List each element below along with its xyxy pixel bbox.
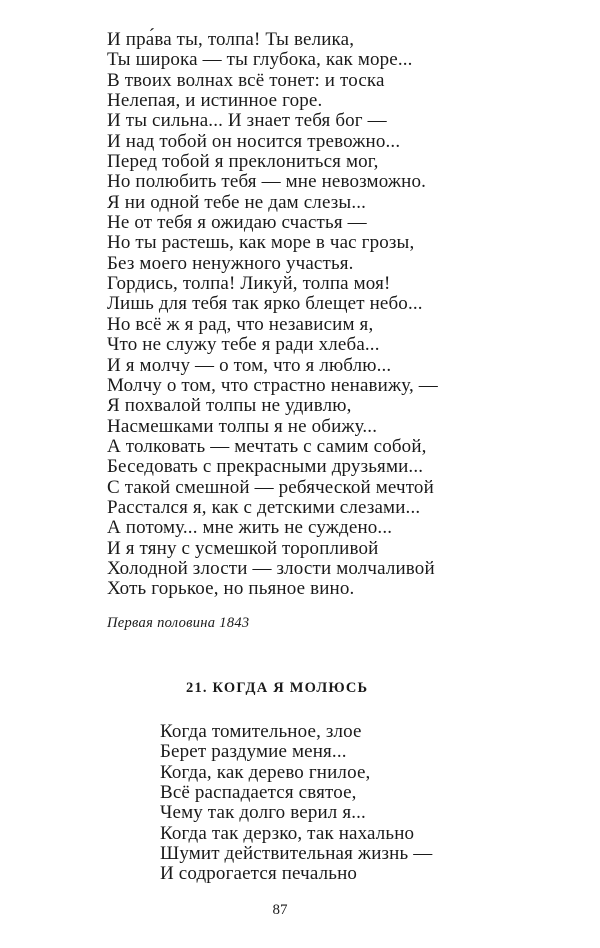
poem-line: И над тобой он носится тревожно... [107,130,401,152]
poem-line: Берет раздумие меня... [160,741,347,763]
poem-heading: 21. КОГДА Я МОЛЮСЬ [186,680,369,696]
poem-line: Хоть горькое, но пьяное вино. [107,578,355,600]
poem-line: Холодной злости — злости молчаливой [107,557,435,579]
poem-text [107,30,438,600]
page-number: 87 [272,902,288,918]
poem-line: Расстался я, как с детскими слезами... [107,496,421,518]
poem-line: И я молчу — о том, что я люблю... [107,354,392,376]
poem-line: И пра́ва ты, толпа! Ты велика, [107,29,355,50]
date-note: Первая половина 1843 [107,615,250,631]
poem-line: Насмешками толпы я не обижу... [107,415,378,437]
poem-line: Шумит действительная жизнь — [160,843,433,865]
poem-line: Я ни одной тебе не дам слезы... [107,191,367,213]
poem-line: Молчу о том, что страстно ненавижу, — [107,374,438,396]
poem-line: Я похвалой толпы не удивлю, [107,395,352,417]
poem-line: Когда, как дерево гнилое, [160,761,371,783]
poem-line: Беседовать с прекрасными друзьями... [107,456,424,478]
poem-line: Всё распадается святое, [160,782,357,804]
poem-line: С такой смешной — ребяческой мечтой [107,476,434,498]
poem-line: Что не служу тебе я ради хлеба... [107,334,380,356]
poem-line: Лишь для тебя так ярко блещет небо... [107,293,423,315]
poem-line: Без моего ненужного участья. [107,252,354,274]
poem-line: Чему так долго верил я... [160,802,366,824]
poem-line: Не от тебя я ожидаю счастья — [107,212,367,234]
poem-line: Нелепая, и истинное горе. [107,90,323,112]
poem-line: В твоих волнах всё тонет: и тоска [107,69,385,91]
poem-line: Ты широка — ты глубока, как море... [107,49,413,71]
poem-line: Перед тобой я преклониться мог, [107,151,379,173]
poem-line: Но всё ж я рад, что независим я, [107,313,374,335]
poem-line: Когда так дерзко, так нахально [160,822,415,844]
poem-line: И содрогается печально [160,863,358,885]
poem-line: Но полюбить тебя — мне невозможно. [107,171,427,193]
next-poem-text [160,722,432,885]
poem-line: Но ты растешь, как море в час грозы, [107,232,415,254]
poem-line: Гордись, толпа! Ликуй, толпа моя! [107,273,391,295]
poem-line: А потому... мне жить не суждено... [107,517,393,539]
poem-line: И ты сильна... И знает тебя бог — [107,110,387,132]
poem-line: А толковать — мечтать с самим собой, [107,435,427,457]
poem-line: Когда томительное, злое [160,721,362,742]
poem-line: И я тяну с усмешкой торопливой [107,537,379,559]
